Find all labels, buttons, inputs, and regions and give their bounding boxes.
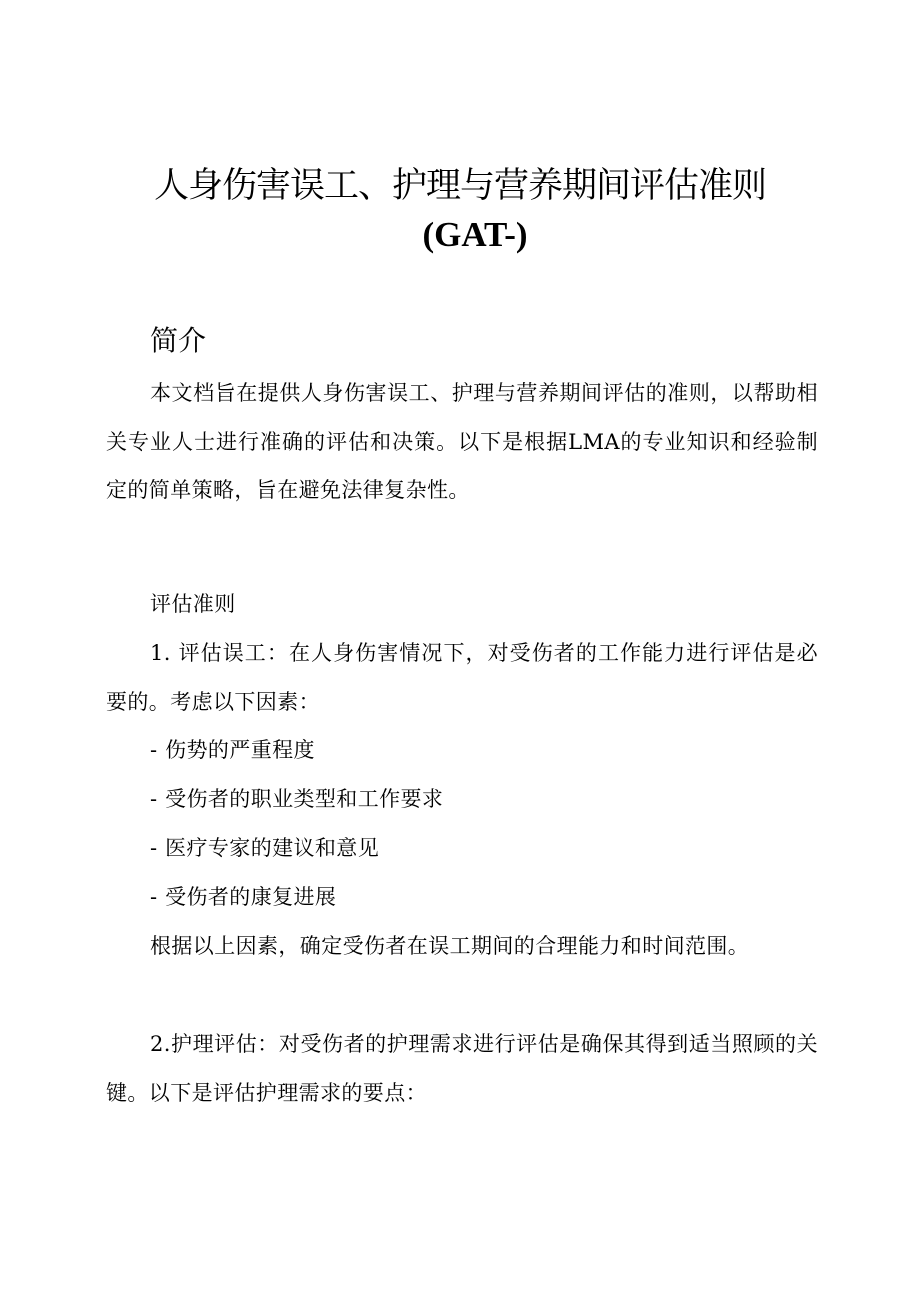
- intro-heading: 简介: [150, 324, 207, 357]
- list-item: [150, 726, 315, 774]
- bullet-dash: -: [150, 836, 158, 860]
- list-item-text: 受伤者的康复进展: [165, 885, 337, 909]
- criteria-heading: 评估准则: [150, 592, 236, 616]
- document-code: (GAT-): [422, 215, 528, 254]
- item1-conclusion: 根据以上因素，确定受伤者在误工期间的合理能力和时间范围。: [150, 934, 750, 958]
- bullet-dash: -: [150, 885, 158, 909]
- bullet-dash: -: [150, 787, 158, 811]
- list-item-text: 受伤者的职业类型和工作要求: [165, 787, 444, 811]
- list-item: [150, 775, 443, 823]
- list-item: [150, 873, 336, 921]
- item2-paragraph: 2.护理评估：对受伤者的护理需求进行评估是确保其得到适当照顾的关键。以下是评估护理需求的要点：: [106, 1032, 818, 1105]
- intro-paragraph: 本文档旨在提供人身伤害误工、护理与营养期间评估的准则，以帮助相关专业人士进行准确的评估和决策。以下是根据LMA的专业知识和经验制定的简单策略，旨在避免法律复杂性。: [106, 381, 818, 502]
- list-item-text: 医疗专家的建议和意见: [165, 836, 380, 860]
- item1-paragraph: 1. 评估误工：在人身伤害情况下，对受伤者的工作能力进行评估是必要的。考虑以下因素：: [106, 641, 818, 714]
- document-title: 人身伤害误工、护理与营养期间评估准则: [153, 166, 766, 206]
- list-item: [150, 824, 379, 872]
- bullet-dash: -: [150, 738, 158, 762]
- list-item-text: 伤势的严重程度: [165, 738, 315, 762]
